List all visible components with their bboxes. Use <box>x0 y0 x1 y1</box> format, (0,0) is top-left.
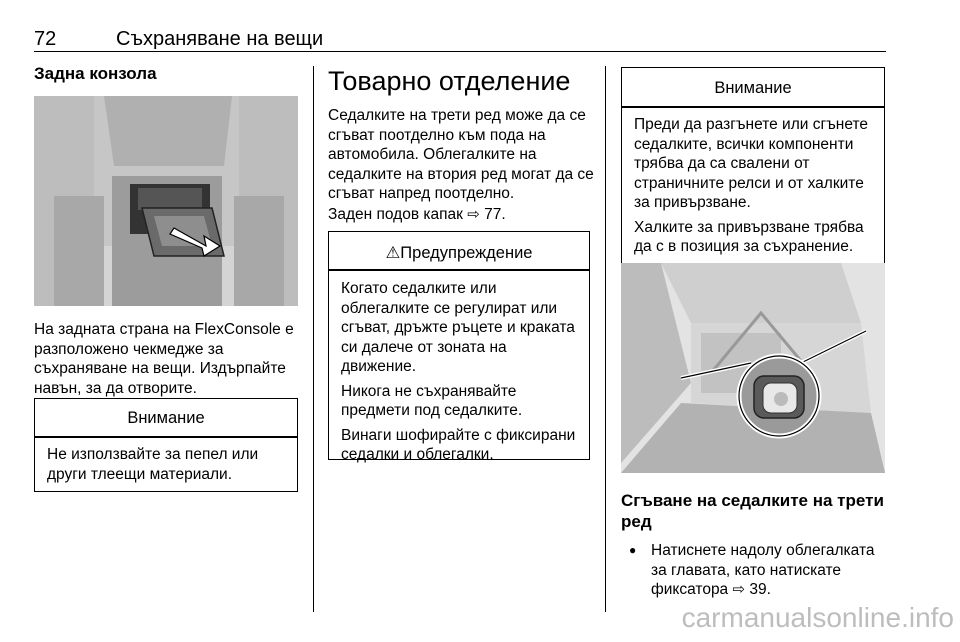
caution-body: Не използвайте за пепел или други тлеещи материали. <box>47 446 259 483</box>
caution-right-title: Внимание <box>714 79 792 97</box>
bullet-icon: ● <box>629 543 637 557</box>
warning-paragraph-2: Никога не съхранявайте предмети под седалките. <box>341 382 523 419</box>
column-separator-1 <box>313 66 314 612</box>
caution-right-paragraph-1: Преди да разгънете или сгънете седалките, всички компоненти трябва да са свалени от страничните релси и от халките за привързване. <box>634 116 869 211</box>
warning-box <box>328 231 590 463</box>
instruction-reference-page[interactable]: 39. <box>749 581 771 598</box>
rear-console-paragraph: На задната страна на FlexConsole е разположено чекмедже за съхраняване на вещи. Издърпайте навън, за да отворите. <box>34 321 294 397</box>
warning-triangle-icon: ⚠ <box>385 244 401 262</box>
cargo-tie-down-figure <box>621 263 885 473</box>
section-heading-rear-console: Задна конзола <box>34 64 157 83</box>
page-title: Съхраняване на вещи <box>116 28 324 50</box>
column-separator-2 <box>605 66 606 612</box>
warning-body <box>341 279 581 470</box>
caution-right-paragraph-2: Халките за привързване трябва да с в позиция за съхранение. <box>634 218 864 255</box>
cargo-area-paragraph: Седалките на трети ред може да се сгъват поотделно към пода на автомобила. Облегалките на седалките на втория ред могат да се сгъват напред поотделно. <box>328 107 594 202</box>
section-heading-cargo-area: Товарно отделение <box>328 66 571 96</box>
caution-title: Внимание <box>127 409 205 427</box>
page-reference-arrow-icon: ⇨ <box>732 581 746 598</box>
header-rule <box>34 51 886 52</box>
caution-box-right <box>621 67 885 277</box>
instruction-text <box>651 541 887 600</box>
footer-watermark: carmanualsonline.info <box>681 602 954 633</box>
warning-paragraph-3: Винаги шофирайте с фиксирани седалки и облегалки. <box>341 426 576 463</box>
warning-rule <box>329 269 589 271</box>
page-header <box>34 22 886 52</box>
caution-right-body <box>634 115 876 262</box>
section-heading-fold-third-row: Сгъване на седалките на трети ред <box>621 491 884 531</box>
instruction-body: Натиснете надолу облегалката за главата, като натискате фиксатора <box>651 542 875 598</box>
page-reference-arrow-icon: ⇨ <box>467 206 480 223</box>
page-number: 72 <box>34 28 57 50</box>
warning-title-row <box>329 243 589 263</box>
warning-paragraph-1: Когато седалките или облегалките се регулират или сгъват, дръжте ръцете и краката си далече от зоната на движение. <box>341 280 575 375</box>
reference-text: Заден подов капак <box>328 206 463 223</box>
cargo-area-illustration <box>621 263 885 473</box>
reference-page[interactable]: 77. <box>484 206 506 223</box>
rear-console-illustration <box>34 96 298 306</box>
caution-box-left <box>34 398 298 492</box>
caution-right-rule <box>622 106 884 108</box>
caution-rule <box>35 436 297 438</box>
rear-floor-cover-reference <box>328 205 598 225</box>
warning-title: Предупреждение <box>400 244 533 262</box>
rear-console-drawer-figure <box>34 96 298 306</box>
